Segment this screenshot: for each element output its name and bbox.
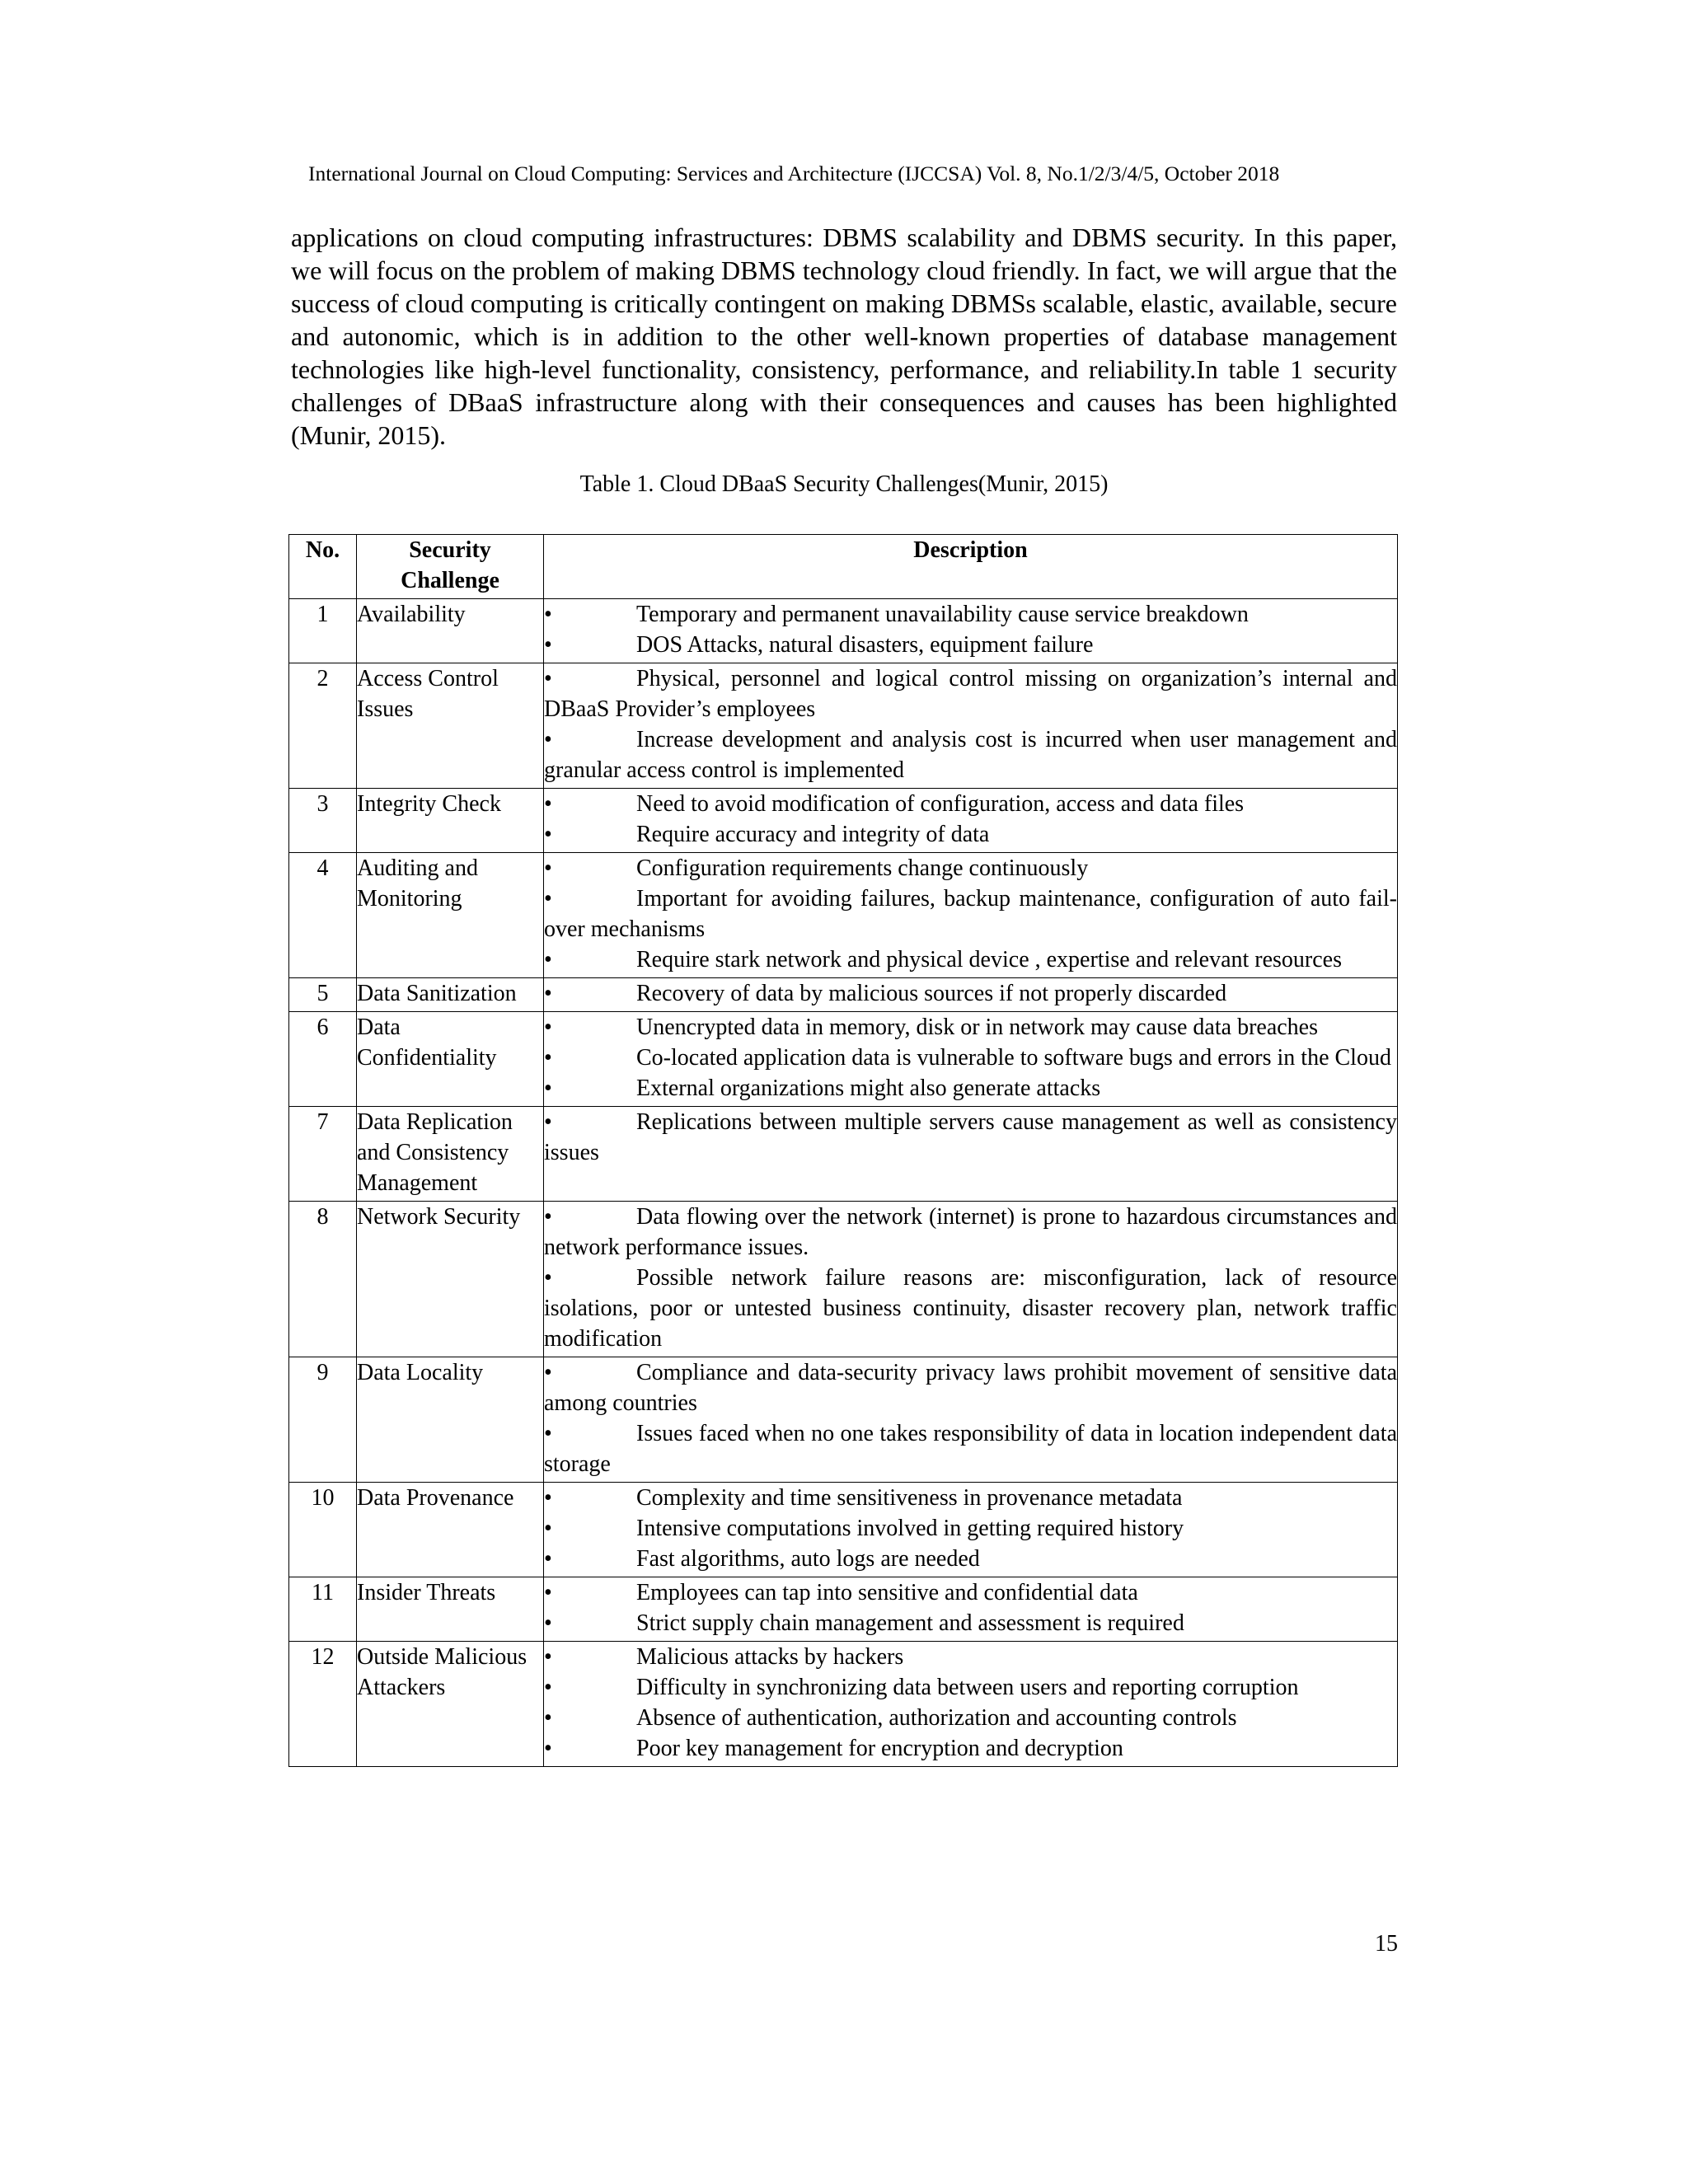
row-number: 8 bbox=[289, 1202, 357, 1357]
bullet-icon: • bbox=[544, 886, 552, 912]
bullet-icon: • bbox=[544, 1485, 552, 1511]
description-bullet-item bbox=[544, 1043, 1397, 1073]
bullet-text: Fast algorithms, auto logs are needed bbox=[636, 1546, 980, 1572]
bullet-icon: • bbox=[544, 855, 552, 881]
bullet-text: Recovery of data by malicious sources if not properly discarded bbox=[636, 981, 1227, 1006]
description-bullet-item bbox=[544, 1357, 1397, 1418]
row-number: 7 bbox=[289, 1107, 357, 1202]
description-bullet-item bbox=[544, 978, 1397, 1009]
row-number: 6 bbox=[289, 1012, 357, 1107]
row-number: 2 bbox=[289, 663, 357, 789]
table-row bbox=[289, 789, 1398, 853]
security-challenge-cell: Auditing and Monitoring bbox=[357, 853, 544, 978]
bullet-icon: • bbox=[544, 791, 552, 817]
description-bullet-item bbox=[544, 1608, 1397, 1638]
body-paragraph: applications on cloud computing infrastructures: DBMS scalability and DBMS security. In this paper, we will focus on the problem of making DBMS technology cloud friendly. In fact, we will argue that the success of cloud computing is critically contingent on making DBMSs scalable, elastic, available, secure and autonomic, which is in addition to the other well-known properties of database management technologies like high-level functionality, consistency, performance, and reliability.In table 1 security challenges of DBaaS infrastructure along with their consequences and causes has been highlighted (Munir, 2015). bbox=[291, 223, 1397, 450]
description-bullet-item bbox=[544, 1672, 1397, 1703]
bullet-text: Need to avoid modification of configuration, access and data files bbox=[636, 791, 1245, 817]
bullet-text: Compliance and data-security privacy laws prohibit movement of sensitive data among countries bbox=[544, 1360, 1397, 1416]
bullet-icon: • bbox=[544, 1109, 552, 1135]
bullet-icon: • bbox=[544, 947, 552, 972]
running-header: International Journal on Cloud Computing: Services and Architecture (IJCCSA) Vol. 8, No.1/2/3/4/5, October 2018 bbox=[308, 162, 1280, 185]
header-description: Description bbox=[544, 535, 1398, 599]
description-cell bbox=[544, 978, 1398, 1012]
bullet-icon: • bbox=[544, 1675, 552, 1700]
description-bullet-item bbox=[544, 1544, 1397, 1574]
security-challenge-cell: Integrity Check bbox=[357, 789, 544, 853]
description-bullet-item bbox=[544, 789, 1397, 819]
bullet-icon: • bbox=[544, 1421, 552, 1446]
description-cell bbox=[544, 1012, 1398, 1107]
description-cell bbox=[544, 1642, 1398, 1767]
bullet-icon: • bbox=[544, 981, 552, 1006]
header-security-challenge: Security Challenge bbox=[357, 535, 544, 599]
description-cell bbox=[544, 1202, 1398, 1357]
table-row bbox=[289, 1107, 1398, 1202]
bullet-text: Configuration requirements change continuously bbox=[636, 855, 1089, 881]
security-challenge-cell: Access Control Issues bbox=[357, 663, 544, 789]
table-body bbox=[289, 599, 1398, 1767]
description-bullet-item bbox=[544, 1577, 1397, 1608]
table-row bbox=[289, 1357, 1398, 1483]
table-row bbox=[289, 1202, 1398, 1357]
description-cell bbox=[544, 1577, 1398, 1642]
security-challenge-cell: Data Replication and Consistency Management bbox=[357, 1107, 544, 1202]
bullet-text: Absence of authentication, authorization and accounting controls bbox=[636, 1705, 1237, 1731]
table-row bbox=[289, 853, 1398, 978]
security-challenges-table bbox=[288, 534, 1398, 1767]
bullet-text: Intensive computations involved in getting required history bbox=[636, 1516, 1184, 1541]
bullet-icon: • bbox=[544, 1580, 552, 1605]
row-number: 12 bbox=[289, 1642, 357, 1767]
bullet-text: Co-located application data is vulnerable to software bugs and errors in the Cloud bbox=[636, 1045, 1391, 1071]
description-cell bbox=[544, 1483, 1398, 1577]
table-row bbox=[289, 663, 1398, 789]
bullet-text: Physical, personnel and logical control missing on organization’s internal and DBaaS Provider’s employees bbox=[544, 666, 1397, 722]
table-row bbox=[289, 1642, 1398, 1767]
description-bullet-item bbox=[544, 1263, 1397, 1354]
security-challenge-cell: Data Provenance bbox=[357, 1483, 544, 1577]
bullet-icon: • bbox=[544, 1610, 552, 1636]
row-number: 4 bbox=[289, 853, 357, 978]
table-row bbox=[289, 1577, 1398, 1642]
description-cell bbox=[544, 599, 1398, 663]
bullet-icon: • bbox=[544, 1546, 552, 1572]
row-number: 5 bbox=[289, 978, 357, 1012]
security-challenge-cell: Data Confidentiality bbox=[357, 1012, 544, 1107]
description-bullet-item bbox=[544, 1012, 1397, 1043]
description-bullet-item bbox=[544, 1107, 1397, 1168]
bullet-text: Employees can tap into sensitive and confidential data bbox=[636, 1580, 1138, 1605]
bullet-text: Important for avoiding failures, backup maintenance, configuration of auto fail-over mechanisms bbox=[544, 886, 1397, 942]
bullet-icon: • bbox=[544, 1076, 552, 1101]
row-number: 9 bbox=[289, 1357, 357, 1483]
bullet-text: Require stark network and physical device , expertise and relevant resources bbox=[636, 947, 1342, 972]
description-bullet-item bbox=[544, 853, 1397, 883]
bullet-icon: • bbox=[544, 1204, 552, 1230]
table-row bbox=[289, 1012, 1398, 1107]
security-challenge-cell: Availability bbox=[357, 599, 544, 663]
bullet-icon: • bbox=[544, 1045, 552, 1071]
row-number: 3 bbox=[289, 789, 357, 853]
bullet-text: Malicious attacks by hackers bbox=[636, 1644, 904, 1670]
description-cell bbox=[544, 853, 1398, 978]
bullet-text: Data flowing over the network (internet) is prone to hazardous circumstances and network performance issues. bbox=[544, 1204, 1397, 1260]
table-row bbox=[289, 978, 1398, 1012]
page-number: 15 bbox=[1375, 1931, 1398, 1957]
bullet-text: Temporary and permanent unavailability cause service breakdown bbox=[636, 602, 1249, 627]
bullet-icon: • bbox=[544, 1015, 552, 1040]
bullet-icon: • bbox=[544, 1736, 552, 1761]
bullet-text: Difficulty in synchronizing data between users and reporting corruption bbox=[636, 1675, 1299, 1700]
bullet-text: Strict supply chain management and assessment is required bbox=[636, 1610, 1184, 1636]
bullet-text: Replications between multiple servers cause management as well as consistency issues bbox=[544, 1109, 1397, 1165]
bullet-text: DOS Attacks, natural disasters, equipment failure bbox=[636, 632, 1094, 658]
bullet-text: Poor key management for encryption and decryption bbox=[636, 1736, 1123, 1761]
bullet-icon: • bbox=[544, 1265, 552, 1291]
bullet-icon: • bbox=[544, 727, 552, 752]
security-challenge-cell: Data Sanitization bbox=[357, 978, 544, 1012]
description-bullet-item bbox=[544, 630, 1397, 660]
table-row bbox=[289, 599, 1398, 663]
description-bullet-item bbox=[544, 599, 1397, 630]
description-bullet-item bbox=[544, 724, 1397, 785]
table-caption: Table 1. Cloud DBaaS Security Challenges(Munir, 2015) bbox=[579, 471, 1109, 497]
bullet-icon: • bbox=[544, 1705, 552, 1731]
bullet-text: Issues faced when no one takes responsibility of data in location independent data storage bbox=[544, 1421, 1397, 1477]
bullet-icon: • bbox=[544, 1360, 552, 1385]
security-challenge-cell: Data Locality bbox=[357, 1357, 544, 1483]
security-challenge-cell: Network Security bbox=[357, 1202, 544, 1357]
security-challenge-cell: Insider Threats bbox=[357, 1577, 544, 1642]
table-header-row bbox=[289, 535, 1398, 599]
description-bullet-item bbox=[544, 1642, 1397, 1672]
description-bullet-item bbox=[544, 819, 1397, 850]
bullet-icon: • bbox=[544, 1516, 552, 1541]
bullet-icon: • bbox=[544, 822, 552, 847]
description-bullet-item bbox=[544, 1418, 1397, 1479]
description-bullet-item bbox=[544, 944, 1397, 975]
bullet-icon: • bbox=[544, 602, 552, 627]
row-number: 11 bbox=[289, 1577, 357, 1642]
row-number: 10 bbox=[289, 1483, 357, 1577]
row-number: 1 bbox=[289, 599, 357, 663]
description-bullet-item bbox=[544, 1202, 1397, 1263]
bullet-text: Require accuracy and integrity of data bbox=[636, 822, 990, 847]
bullet-text: Unencrypted data in memory, disk or in network may cause data breaches bbox=[636, 1015, 1318, 1040]
bullet-text: External organizations might also generate attacks bbox=[636, 1076, 1101, 1101]
description-bullet-item bbox=[544, 1703, 1397, 1733]
bullet-text: Complexity and time sensitiveness in provenance metadata bbox=[636, 1485, 1183, 1511]
bullet-icon: • bbox=[544, 632, 552, 658]
description-bullet-item bbox=[544, 1733, 1397, 1764]
bullet-text: Increase development and analysis cost is incurred when user management and granular access control is implemented bbox=[544, 727, 1397, 783]
header-no: No. bbox=[289, 535, 357, 599]
description-bullet-item bbox=[544, 1483, 1397, 1513]
description-cell bbox=[544, 789, 1398, 853]
bullet-icon: • bbox=[544, 1644, 552, 1670]
description-cell bbox=[544, 1107, 1398, 1202]
description-bullet-item bbox=[544, 883, 1397, 944]
description-cell bbox=[544, 663, 1398, 789]
description-bullet-item bbox=[544, 1513, 1397, 1544]
description-bullet-item bbox=[544, 663, 1397, 724]
description-cell bbox=[544, 1357, 1398, 1483]
description-bullet-item bbox=[544, 1073, 1397, 1104]
bullet-text: Possible network failure reasons are: misconfiguration, lack of resource isolations, poor or untested business continuity, disaster recovery plan, network traffic modification bbox=[544, 1265, 1397, 1352]
table-row bbox=[289, 1483, 1398, 1577]
bullet-icon: • bbox=[544, 666, 552, 691]
security-challenge-cell: Outside Malicious Attackers bbox=[357, 1642, 544, 1767]
